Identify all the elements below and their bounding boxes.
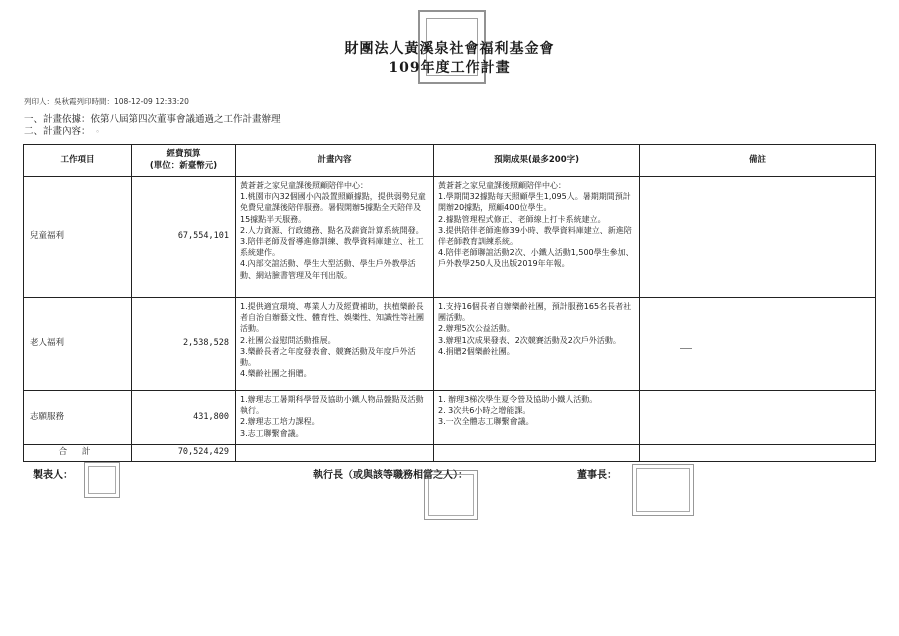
total-value: 70,524,429 (132, 445, 236, 462)
row-note (640, 177, 876, 298)
row-budget: 2,538,528 (132, 298, 236, 391)
work-plan-table (23, 144, 876, 462)
header-budget-line2: (單位：新臺幣元) (149, 160, 218, 171)
plan-title: 109年度工作計畫 (388, 60, 511, 76)
executive-seal (424, 470, 478, 520)
row-content: 1.辦理志工暑期科學營及協助小鐵人物品盤點及活動執行。 2.辦理志工培力課程。 3.志工聯繫會議。 (236, 391, 434, 445)
row-content: 1.提供適宜環境、專業人力及經費補助，扶植樂齡長者自治自辦藝文性、體育性、娛樂性、知識性等社團活動。 2.社團公益慰問活動推展。 3.樂齡長者之年度發表會、競賽活動及年度戶外活動。 4.樂齡社團之捐贈。 (236, 298, 434, 391)
organization-name: 財團法人黃溪泉社會福利基金會 (344, 41, 555, 57)
header-content: 計畫內容 (236, 145, 434, 177)
header-outcome: 預期成果(最多200字) (434, 145, 640, 177)
executive-label: 執行長（或與該等職務相當之人）： (313, 470, 468, 481)
preparer-seal (84, 462, 120, 498)
plan-content-mark: ◦ (95, 128, 100, 136)
table-row (24, 298, 876, 391)
header-budget-line1: 經費預算 (166, 149, 201, 160)
chairman-seal (632, 464, 694, 516)
table-row (24, 177, 876, 298)
total-empty-cell (236, 445, 434, 462)
table-row (24, 391, 876, 445)
header-budget (132, 145, 236, 177)
chairman-label: 董事長： (577, 470, 617, 481)
print-info: 列印人：吳秋霞列印時間：108-12-09 12:33:20 (24, 97, 189, 106)
header-item: 工作項目 (24, 145, 132, 177)
total-row (24, 445, 876, 462)
total-empty-cell (640, 445, 876, 462)
plan-content-label: 二、計畫內容： (24, 126, 91, 137)
row-note (640, 391, 876, 445)
preparer-label: 製表人： (33, 470, 73, 481)
row-item: 老人福利 (24, 298, 132, 391)
pen-mark (680, 348, 692, 349)
row-outcome: 1.支持16個長者自辦樂齡社團，預計服務165名長者社團活動。 2.辦理5次公益活動。 3.辦理1次成果發表、2次競賽活動及2次戶外活動。 4.捐贈2個樂齡社團。 (434, 298, 640, 391)
row-item: 志願服務 (24, 391, 132, 445)
row-note (640, 298, 876, 391)
row-content: 黃蒼蒼之家兒童課後照顧陪伴中心： 1.桃園市內32個國小內設置照顧據點，提供弱勢兒童免費兒童課後陪伴服務。暑假開辦5據點全天陪伴及15據點半天服務。 2.人力資源、行政總務、點名及薪資計算系統開發。 3.陪伴老師及督導進修訓練、教學資料庫建立、社工系統建作。 4.內部交誼活動、學生大型活動、學生戶外教學活動、網站臉書管理及年刊出版。 (236, 177, 434, 298)
row-budget: 67,554,101 (132, 177, 236, 298)
row-outcome: 1. 辦理3梯次學生夏令營及協助小鐵人活動。 2. 3次共6小時之增能課。 3.一次全體志工聯繫會議。 (434, 391, 640, 445)
row-item: 兒童福利 (24, 177, 132, 298)
total-label: 合 計 (24, 445, 132, 462)
row-outcome: 黃蒼蒼之家兒童課後照顧陪伴中心： 1.學期間32據點每天照顧學生1,095人。暑期期間預計開辦20據點，照顧400位學生。 2.據點管理程式修正、老師線上打卡系統建立。 3.提供陪伴老師進修39小時、教學資料庫建立、新進陪伴老師教育訓練系統。 4.陪伴老師聯誼活動2次、小鐵人活動1,500學生參加、戶外教學250人及出版2019年年報。 (434, 177, 640, 298)
plan-content-heading (24, 123, 100, 137)
row-budget: 431,800 (132, 391, 236, 445)
header-note: 備註 (640, 145, 876, 177)
total-empty-cell (434, 445, 640, 462)
plan-basis: 一、計畫依據：依第八屆第四次董事會議通過之工作計畫辦理 (24, 114, 281, 125)
table-header-row (24, 145, 876, 177)
